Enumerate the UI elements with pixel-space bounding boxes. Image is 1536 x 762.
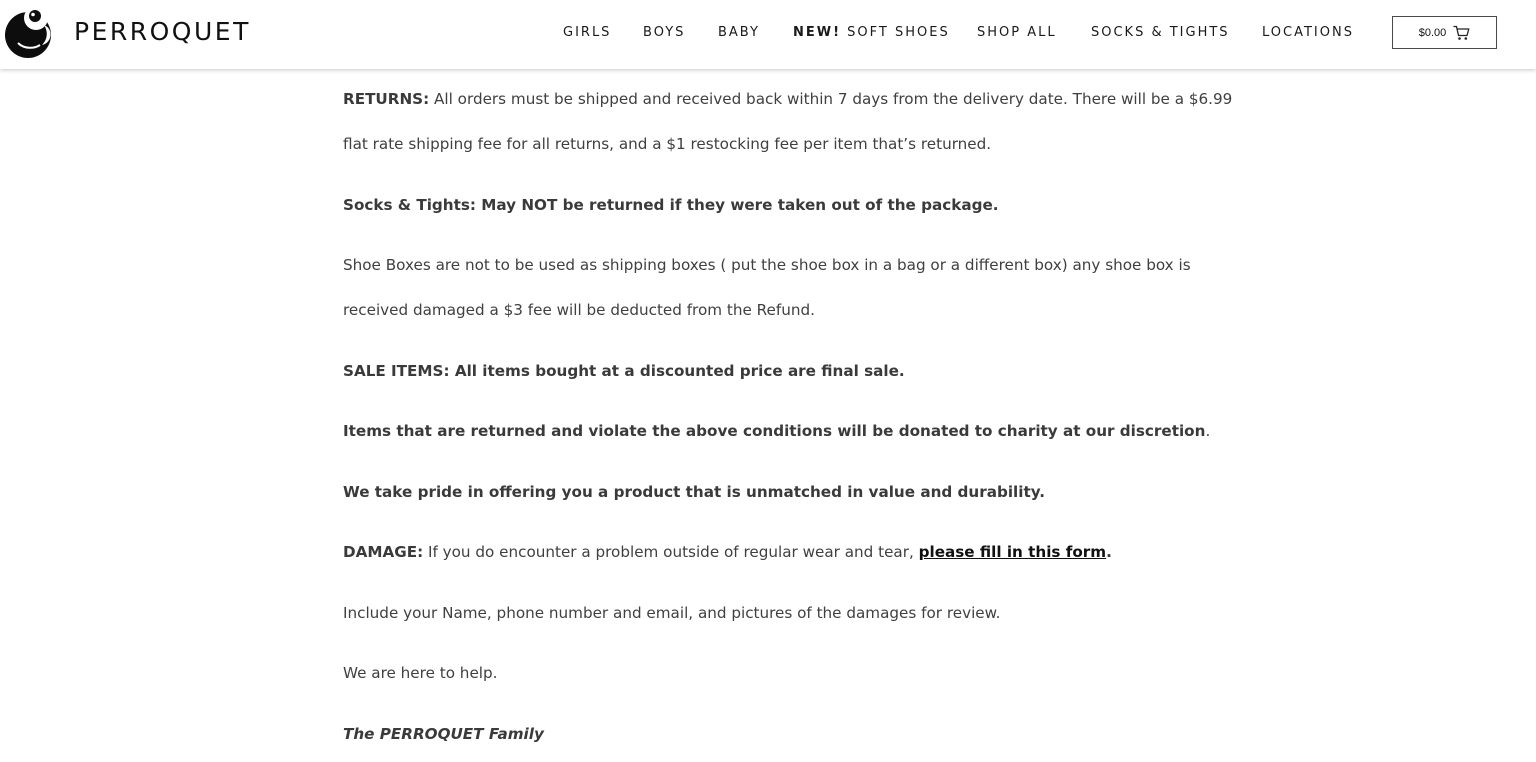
cart-button[interactable] — [1392, 16, 1497, 49]
site-header — [0, 0, 1536, 69]
nav-boys[interactable]: BOYS — [643, 25, 686, 40]
nav-girls[interactable]: GIRLS — [563, 25, 612, 40]
help-note: We are here to help. — [343, 664, 498, 682]
shoe-boxes-line2: received damaged a $3 fee will be deducted from the Refund. — [343, 301, 815, 319]
violation-period: . — [1205, 422, 1211, 440]
signature: The PERROQUET Family — [343, 725, 544, 743]
damage-paragraph — [343, 542, 1112, 562]
nav-shop-all[interactable]: SHOP ALL — [977, 25, 1057, 40]
nav-locations[interactable]: LOCATIONS — [1262, 25, 1354, 40]
cart-icon — [1453, 25, 1470, 41]
cart-total: $0.00 — [1418, 26, 1447, 39]
nav-baby[interactable]: BABY — [718, 25, 760, 40]
damage-period: . — [1106, 543, 1112, 561]
pride-text: We take pride in offering you a product that is unmatched in value and durability. — [343, 483, 1045, 501]
nav-new-soft-shoes[interactable] — [793, 25, 950, 41]
shoe-boxes-line1: Shoe Boxes are not to be used as shipping boxes ( put the shoe box in a bag or a different box) any shoe box is — [343, 256, 1191, 274]
damage-label: DAMAGE: — [343, 543, 424, 561]
damage-text: If you do encounter a problem outside of regular wear and tear, — [423, 543, 919, 561]
new-badge: NEW! — [793, 25, 842, 40]
socks-tights-note — [343, 195, 999, 215]
damage-form-link[interactable]: please fill in this form — [918, 543, 1107, 561]
parrot-logo-icon[interactable] — [4, 3, 55, 63]
violation-text: Items that are returned and violate the above conditions will be donated to charity at our discretion — [343, 422, 1206, 440]
returns-paragraph-line2: flat rate shipping fee for all returns, and a $1 restocking fee per item that’s returned. — [343, 135, 992, 153]
brand-name[interactable]: PERROQUET — [74, 17, 251, 46]
socks-tights-text: Socks & Tights: May NOT be returned if they were taken out of the package. — [343, 196, 999, 214]
sale-items-text: SALE ITEMS: All items bought at a discounted price are final sale. — [343, 362, 905, 380]
nav-soft-shoes-label: SOFT SHOES — [841, 25, 950, 40]
include-info-note: Include your Name, phone number and email, and pictures of the damages for review. — [343, 604, 1001, 622]
sale-items-note — [343, 361, 905, 381]
returns-paragraph-line1 — [343, 89, 1232, 109]
returns-label: RETURNS: — [343, 90, 430, 108]
returns-text: All orders must be shipped and received back within 7 days from the delivery date. There will be a $6.99 — [429, 90, 1233, 108]
pride-note — [343, 482, 1045, 502]
nav-socks-tights[interactable]: SOCKS & TIGHTS — [1091, 25, 1230, 40]
violation-note — [343, 421, 1210, 441]
